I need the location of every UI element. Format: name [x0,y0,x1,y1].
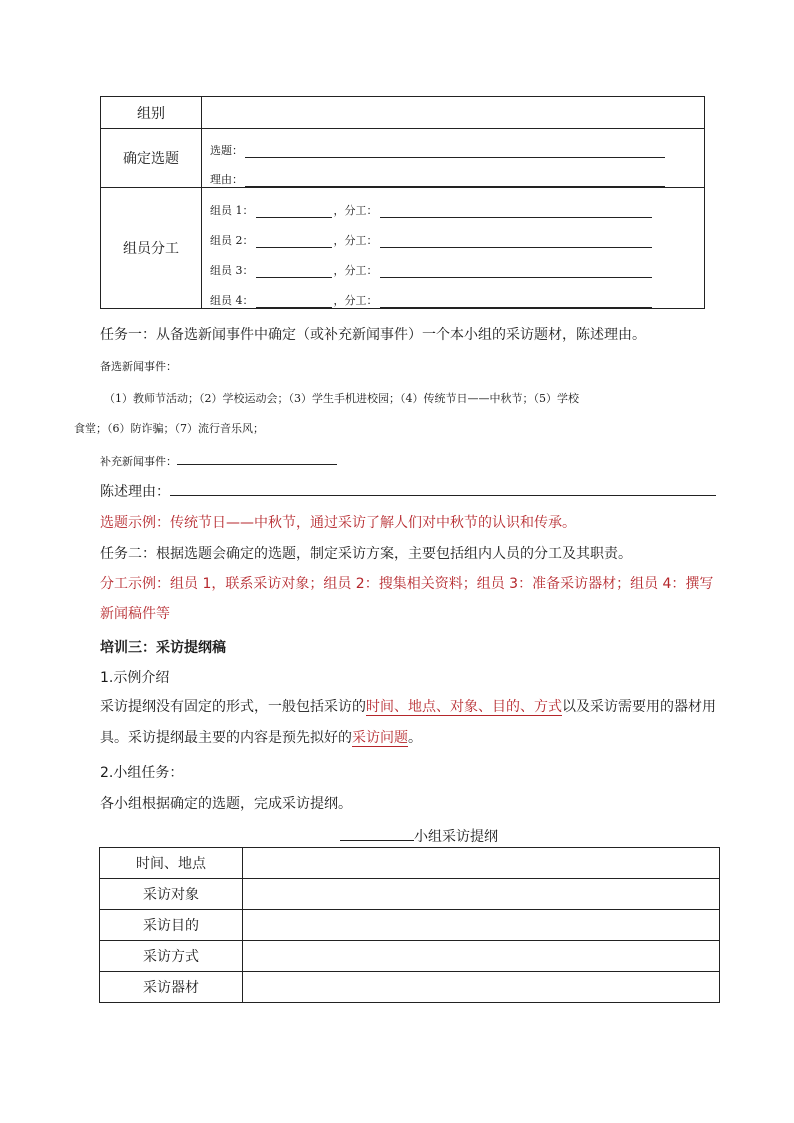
supplement-label: 补充新闻事件： [100,455,177,468]
topic-row-label: 选题： [210,144,243,157]
intro-highlight-questions: 采访问题 [352,730,408,746]
division-example [72,569,724,629]
reason-blank[interactable] [245,174,665,187]
intro-part2: 以及采访需要用的器材用具。采访提纲最主要的内容是预先拟好的 [100,699,716,746]
section2-text: 各小组根据确定的选题，完成采访提纲。 [100,796,352,812]
table-row [100,972,720,1003]
table-row [100,910,720,941]
member-duty-blank[interactable] [380,265,652,278]
row-value-cell[interactable] [243,972,720,1003]
member-duty-blank[interactable] [380,205,652,218]
reason-statement-row [100,481,716,501]
row-label-equipment: 采访器材 [100,972,243,1003]
member-label: 组员 4： [210,294,254,307]
task2-text: 任务二：根据选题会确定的选题，制定采访方案，主要包括组内人员的分工及其职责。 [100,546,632,562]
row-label-method: 采访方式 [100,941,243,972]
group-label: 组别 [101,97,202,129]
member-row [202,278,704,308]
reason-statement-blank[interactable] [170,483,716,496]
row-value-cell[interactable] [243,941,720,972]
member-name-blank[interactable] [256,265,332,278]
table-row [100,879,720,910]
intro-text [72,692,724,754]
member-name-blank[interactable] [256,205,332,218]
intro-part1: 采访提纲没有固定的形式，一般包括采访的 [100,699,366,715]
interview-outline-table [99,847,720,1003]
row-label-purpose: 采访目的 [100,910,243,941]
division-example-text: 分工示例：组员 1，联系采访对象；组员 2：搜集相关资料；组员 3：准备采访器材；组员 4：撰写新闻稿件等 [100,576,714,622]
candidates-title: 备选新闻事件： [100,360,177,373]
intro-part3: 。 [408,730,422,746]
member-row [202,218,704,248]
reason-row-label: 理由： [210,173,243,186]
members-label: 组员分工 [101,188,202,309]
members-cell [202,188,705,309]
reason-row [202,158,704,187]
supplement-row [100,452,337,469]
topic-example: 选题示例：传统节日——中秋节，通过采访了解人们对中秋节的认识和传承。 [100,515,576,531]
member-duty-blank[interactable] [380,295,652,308]
intro-highlight-elements: 时间、地点、对象、目的、方式 [366,699,562,715]
training3-title: 培训三：采访提纲稿 [100,640,226,656]
member-duty-blank[interactable] [380,235,652,248]
section2-title: 2.小组任务： [100,765,184,781]
topic-blank[interactable] [245,145,665,158]
member-label: 组员 1： [210,204,254,217]
duty-label: ，分工： [333,234,378,247]
duty-label: ，分工： [333,264,378,277]
member-label: 组员 2： [210,234,254,247]
task1-text: 任务一：从备选新闻事件中确定（或补充新闻事件）一个本小组的采访题材，陈述理由。 [100,327,646,343]
group-value-cell[interactable] [202,97,705,129]
member-row [202,248,704,278]
outline-title: 小组采访提纲 [414,829,498,845]
member-name-blank[interactable] [256,235,332,248]
duty-label: ，分工： [333,204,378,217]
row-label-time-place: 时间、地点 [100,848,243,879]
member-name-blank[interactable] [256,295,332,308]
topic-cell [202,129,705,188]
topic-label: 确定选题 [101,129,202,188]
table-row [100,848,720,879]
topic-row [202,129,704,158]
member-row [202,188,704,218]
row-value-cell[interactable] [243,848,720,879]
section1-title: 1.示例介绍 [100,670,170,686]
candidates-line-1: （1）教师节活动；（2）学校运动会；（3）学生手机进校园；（4）传统节日——中秋节；（5）学校 [104,392,579,405]
reason-statement-label: 陈述理由： [100,484,170,500]
member-label: 组员 3： [210,264,254,277]
group-plan-table [100,96,705,309]
intro-paragraph [72,692,724,754]
group-name-blank[interactable] [340,828,414,841]
row-value-cell[interactable] [243,879,720,910]
outline-title-row [340,826,498,846]
duty-label: ，分工： [333,294,378,307]
table-row [100,941,720,972]
row-value-cell[interactable] [243,910,720,941]
supplement-blank[interactable] [177,452,337,465]
row-label-target: 采访对象 [100,879,243,910]
candidates-line-2: 食堂；（6）防诈骗；（7）流行音乐风； [74,422,264,435]
